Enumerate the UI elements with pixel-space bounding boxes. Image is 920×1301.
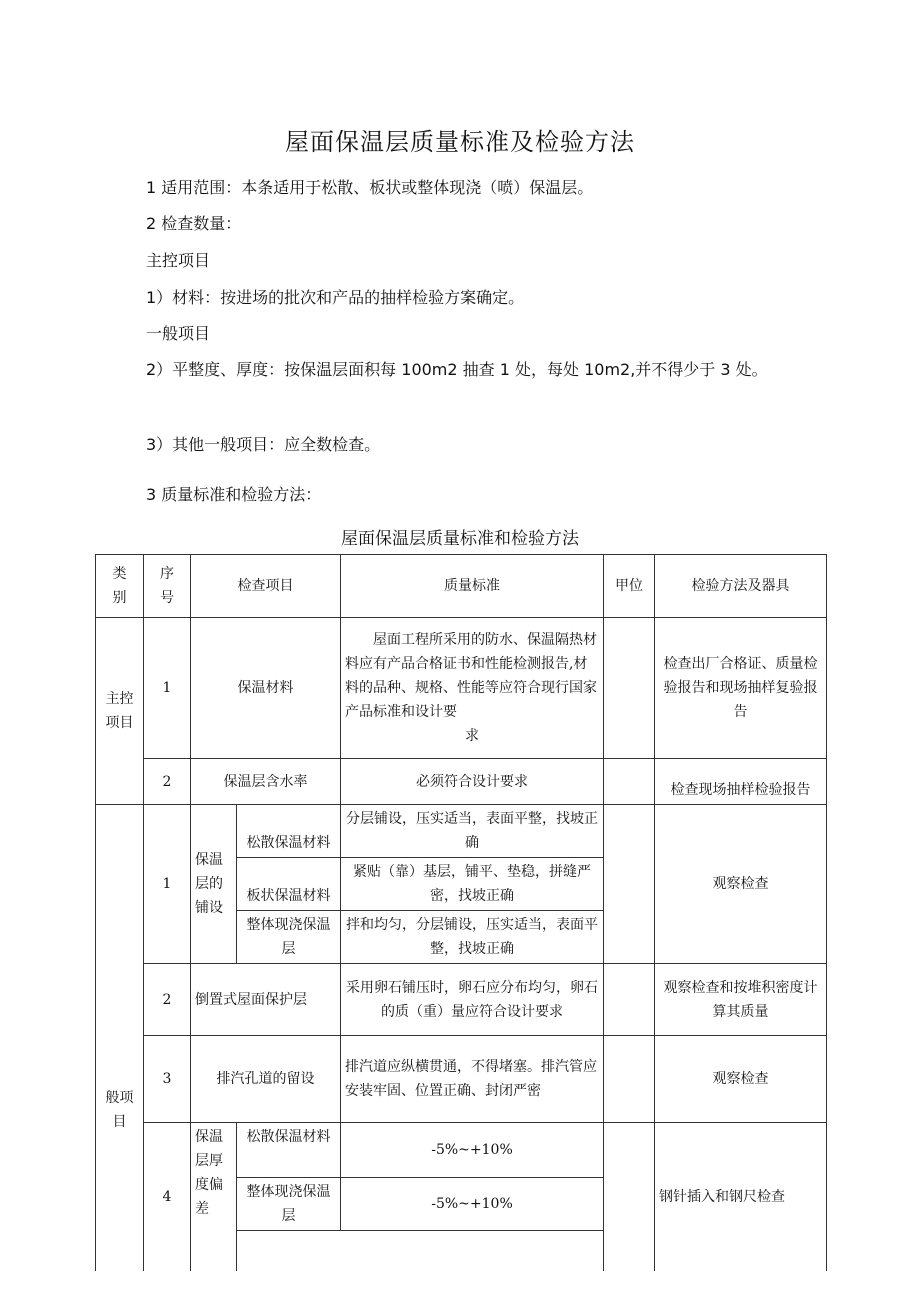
table-row bbox=[96, 964, 827, 1036]
item-cell: 排汽孔道的留设 bbox=[191, 1036, 341, 1123]
table-row bbox=[96, 618, 827, 759]
party-cell bbox=[604, 759, 655, 805]
item-cell: 倒置式屋面保护层 bbox=[191, 964, 341, 1036]
paragraph-material: 1）材料：按进场的批次和产品的抽样检验方案确定。 bbox=[146, 288, 525, 307]
party-cell bbox=[604, 618, 655, 759]
header-party: 甲位 bbox=[604, 555, 655, 618]
standard-cell: 排汽道应纵横贯通，不得堵塞。排汽管应安装牢固、位置正确、封闭严密 bbox=[341, 1036, 604, 1123]
method-cell: 检查出厂合格证、质量检验报告和现场抽样复验报告 bbox=[655, 618, 827, 759]
header-item: 检查项目 bbox=[191, 555, 341, 618]
method-cell: 钢针插入和钢尺检查 bbox=[655, 1123, 827, 1271]
standard-cell: 拌和均匀，分层铺设，压实适当，表面平整，找坡正确 bbox=[341, 911, 604, 964]
quality-standards-table bbox=[95, 554, 827, 1271]
party-cell bbox=[604, 805, 655, 964]
paragraph-flatness: 2）平整度、厚度：按保温层面积每 100m2 抽查 1 处，每处 10m2,并不得少于 3 处。 bbox=[146, 360, 768, 379]
category-main: 主控 项目 bbox=[96, 618, 144, 805]
header-method: 检验方法及器具 bbox=[655, 555, 827, 618]
standard-cell: -5%~+10% bbox=[341, 1178, 604, 1231]
group-cell-laying: 保温 层的 铺设 bbox=[191, 805, 237, 964]
spacer-cell bbox=[237, 1231, 341, 1271]
table-row bbox=[96, 759, 827, 805]
method-cell: 观察检查 bbox=[655, 805, 827, 964]
group-cell-thickness: 保温 层厚 度偏 差 bbox=[191, 1123, 237, 1271]
header-seq: 序 号 bbox=[144, 555, 191, 618]
paragraph-general-items: 一般项目 bbox=[146, 324, 211, 343]
paragraph-quantity: 2 检查数量： bbox=[146, 214, 242, 233]
standard-cell: 必须符合设计要求 bbox=[341, 759, 604, 805]
method-cell: 观察检查 bbox=[655, 1036, 827, 1123]
item-cell: 保温层含水率 bbox=[191, 759, 341, 805]
standard-cell: 屋面工程所采用的防水、保温隔热材料应有产品合格证书和性能检测报告,材料的品种、规格、性能等应符合现行国家产品标准和设计要 求 bbox=[341, 618, 604, 759]
standard-cell: 紧贴（靠）基层，铺平、垫稳，拼缝严密，找坡正确 bbox=[341, 858, 604, 911]
standard-cell: 分层铺设，压实适当，表面平整，找坡正确 bbox=[341, 805, 604, 858]
method-cell: 检查现场抽样检验报告 bbox=[655, 759, 827, 805]
standard-cell: -5%~+10% bbox=[341, 1123, 604, 1178]
subitem-cell: 松散保温材料 bbox=[237, 805, 341, 858]
seq-cell: 1 bbox=[144, 618, 191, 759]
paragraph-other: 3）其他一般项目：应全数检查。 bbox=[146, 435, 381, 454]
subitem-cell: 整体现浇保温层 bbox=[237, 1178, 341, 1231]
method-cell: 观察检查和按堆积密度计算其质量 bbox=[655, 964, 827, 1036]
subitem-cell: 板状保温材料 bbox=[237, 858, 341, 911]
paragraph-standards: 3 质量标准和检验方法： bbox=[146, 485, 322, 504]
category-general: 般项 目 bbox=[96, 805, 144, 1271]
table-title: 屋面保温层质量标准和检验方法 bbox=[341, 529, 579, 549]
seq-cell: 1 bbox=[144, 805, 191, 964]
paragraph-main-items: 主控项目 bbox=[146, 251, 211, 270]
page-title: 屋面保温层质量标准及检验方法 bbox=[285, 128, 635, 156]
table-row bbox=[96, 1123, 827, 1178]
party-cell bbox=[604, 964, 655, 1036]
party-cell bbox=[604, 1036, 655, 1123]
seq-cell: 2 bbox=[144, 964, 191, 1036]
spacer-cell bbox=[341, 1231, 604, 1271]
table-header-row bbox=[96, 555, 827, 618]
item-cell: 保温材料 bbox=[191, 618, 341, 759]
subitem-cell: 整体现浇保温层 bbox=[237, 911, 341, 964]
standard-cell: 采用卵石铺压时，卵石应分布均匀，卵石的质（重）量应符合设计要求 bbox=[341, 964, 604, 1036]
paragraph-scope: 1 适用范围：本条适用于松散、板状或整体现浇（喷）保温层。 bbox=[146, 178, 594, 197]
header-category: 类 别 bbox=[96, 555, 144, 618]
subitem-cell: 松散保温材料 bbox=[237, 1123, 341, 1178]
header-standard: 质量标准 bbox=[341, 555, 604, 618]
table-row bbox=[96, 1036, 827, 1123]
seq-cell: 3 bbox=[144, 1036, 191, 1123]
party-cell bbox=[604, 1123, 655, 1271]
seq-cell: 2 bbox=[144, 759, 191, 805]
table-row bbox=[96, 805, 827, 858]
seq-cell: 4 bbox=[144, 1123, 191, 1271]
